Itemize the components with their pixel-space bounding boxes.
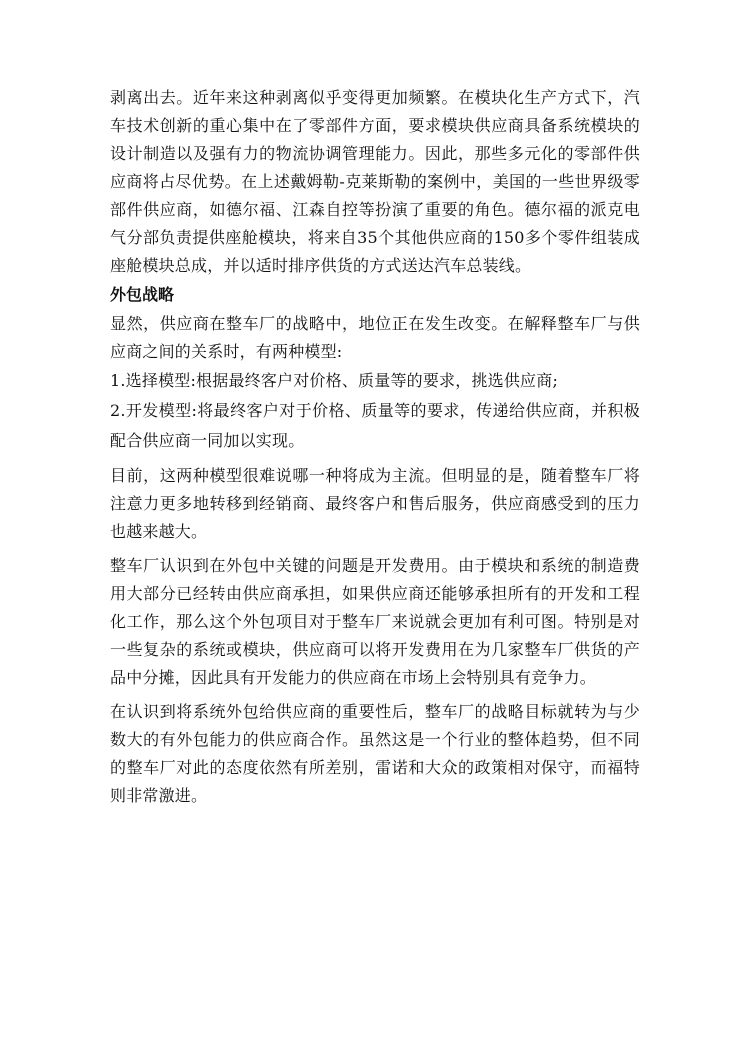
section-intro-paragraph: 显然，供应商在整车厂的战略中，地位正在发生改变。在解释整车厂与供应商之间的关系时，有两种模型: [110, 314, 640, 361]
list-item-development-model: 2.开发模型:将最终客户对于价格、质量等的要求，传递给供应商，并积极配合供应商一同加以实现。 [110, 401, 640, 450]
body-paragraph: 目前，这两种模型很难说哪一种将成为主流。但明显的是，随着整车厂将注意力更多地转移到经销商、最终客户和售后服务，供应商感受到的压力也越来越大。 [110, 466, 640, 541]
list-item-selection-model: 1.选择模型:根据最终客户对价格、质量等的要求，挑选供应商; [110, 371, 559, 390]
body-paragraph: 在认识到将系统外包给供应商的重要性后，整车厂的战略目标就转为与少数大的有外包能力的供应商合作。虽然这是一个行业的整体趋势，但不同的整车厂对此的态度依然有所差别，雷诺和大众的政策相对保守，而福特则非常激进。 [110, 702, 640, 805]
intro-paragraph: 剥离出去。近年来这种剥离似乎变得更加频繁。在模块化生产方式下，汽车技术创新的重心集中在了零部件方面，要求模块供应商具备系统模块的设计制造以及强有力的物流协调管理能力。因此，那些多元化的零部件供应商将占尽优势。在上述戴姆勒-克莱斯勒的案例中，美国的一些世界级零部件供应商，如德尔福、江森自控等扮演了重要的角色。德尔福的派克电气分部负责提供座舱模块，将来自35个其他供应商的150多个零件组装成座舱模块总成，并以适时排序供货的方式送达汽车总装线。 [110, 88, 640, 275]
document-page [110, 84, 640, 810]
body-paragraph: 整车厂认识到在外包中关键的问题是开发费用。由于模块和系统的制造费用大部分已经转由供应商承担，如果供应商还能够承担所有的开发和工程化工作，那么这个外包项目对于整车厂来说就会更加有利可图。特别是对一些复杂的系统或模块，供应商可以将开发费用在为几家整车厂供货的产品中分摊，因此具有开发能力的供应商在市场上会特别具有竞争力。 [110, 556, 640, 687]
section-heading: 外包战略 [110, 285, 175, 304]
